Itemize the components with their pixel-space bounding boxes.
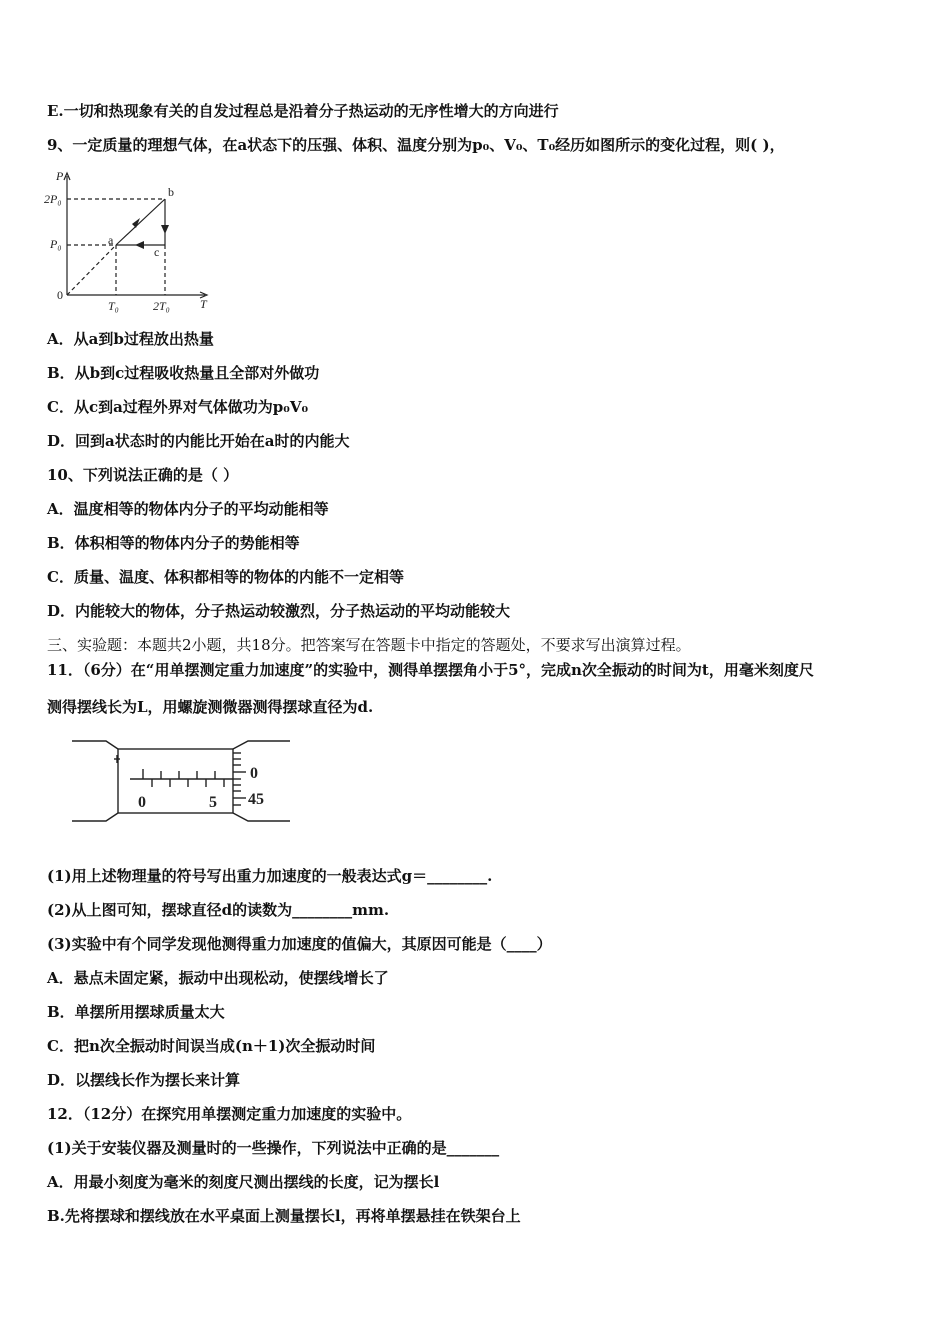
tick-2p0: 2P₀	[44, 192, 62, 206]
q11-option-a: A．悬点未固定紧，振动中出现松动，使摆线增长了	[47, 969, 389, 987]
q11-part1: (1)用上述物理量的符号写出重力加速度的一般表达式g＝________.	[47, 867, 493, 885]
guide-origin-a	[67, 245, 116, 295]
q11-stem-line1: 11．（6分）在“用单摆测定重力加速度”的实验中，测得单摆摆角小于5°，完成n次全振动的时间为t，用毫米刻度尺	[47, 661, 814, 679]
q10-option-c: C．质量、温度、体积都相等的物体的内能不一定相等	[47, 568, 404, 586]
thimble-0: 0	[250, 765, 258, 782]
tick-t0: T₀	[108, 299, 119, 313]
q9-option-d: D．回到a状态时的内能比开始在a时的内能大	[47, 432, 350, 450]
main-scale-0: 0	[138, 794, 146, 811]
point-b-label: b	[168, 185, 174, 199]
q11-stem-line2: 测得摆线长为L，用螺旋测微器测得摆球直径为d.	[47, 698, 374, 716]
q11-part2: (2)从上图可知，摆球直径d的读数为________mm.	[47, 901, 390, 919]
q12-option-b: B.先将摆球和摆线放在水平桌面上测量摆长l，再将单摆悬挂在铁架台上	[47, 1207, 521, 1225]
q10-option-b: B．体积相等的物体内分子的势能相等	[47, 534, 300, 552]
q12-stem: 12．（12分）在探究用单摆测定重力加速度的实验中。	[47, 1105, 412, 1123]
q12-part1: (1)关于安装仪器及测量时的一些操作，下列说法中正确的是_______	[47, 1139, 500, 1157]
point-c-label: c	[154, 245, 160, 259]
point-a-label: a	[108, 233, 114, 247]
axis-label-p: P	[56, 169, 64, 183]
arrow-c-a	[135, 241, 144, 249]
process-a-b	[116, 199, 165, 245]
micrometer-figure	[68, 735, 298, 830]
origin-label: 0	[57, 288, 63, 302]
q9-option-c: C．从c到a过程外界对气体做功为p₀V₀	[47, 398, 309, 416]
q12-option-a: A．用最小刻度为毫米的刻度尺测出摆线的长度，记为摆长l	[47, 1173, 440, 1191]
frame-left-top	[72, 741, 118, 749]
thimble-45: 45	[248, 791, 264, 808]
q10-stem: 10、下列说法正确的是（ ）	[47, 466, 239, 484]
q10-option-d: D．内能较大的物体，分子热运动较激烈，分子热运动的平均动能较大	[47, 602, 511, 620]
q8-option-e: E.一切和热现象有关的自发过程总是沿着分子热运动的无序性增大的方向进行	[47, 102, 559, 120]
q11-option-b: B．单摆所用摆球质量太大	[47, 1003, 225, 1021]
q10-option-a: A．温度相等的物体内分子的平均动能相等	[47, 500, 329, 518]
q11-option-d: D．以摆线长作为摆长来计算	[47, 1071, 241, 1089]
tick-2t0: 2T₀	[153, 299, 170, 313]
q9-option-b: B．从b到c过程吸收热量且全部对外做功	[47, 364, 320, 382]
main-scale-5: 5	[209, 794, 217, 811]
section-3-heading: 三、实验题：本题共2小题，共18分。把答案写在答题卡中指定的答题处，不要求写出演算过程。	[47, 636, 691, 654]
axis-label-t: T	[200, 297, 207, 311]
frame-left-bottom	[72, 813, 118, 821]
thimble-bottom	[233, 813, 290, 821]
thimble-top	[233, 741, 290, 749]
arrow-b-c	[161, 225, 169, 234]
q11-part3: (3)实验中有个同学发现他测得重力加速度的值偏大，其原因可能是（____）	[47, 935, 552, 953]
pt-graph	[40, 168, 220, 318]
q11-option-c: C．把n次全振动时间误当成(n＋1)次全振动时间	[47, 1037, 376, 1055]
q9-option-a: A．从a到b过程放出热量	[47, 330, 214, 348]
q9-stem: 9、一定质量的理想气体，在a状态下的压强、体积、温度分别为p₀、V₀、T₀经历如图所示的变化过程，则( )，	[47, 136, 785, 154]
tick-p0: P₀	[50, 237, 62, 251]
